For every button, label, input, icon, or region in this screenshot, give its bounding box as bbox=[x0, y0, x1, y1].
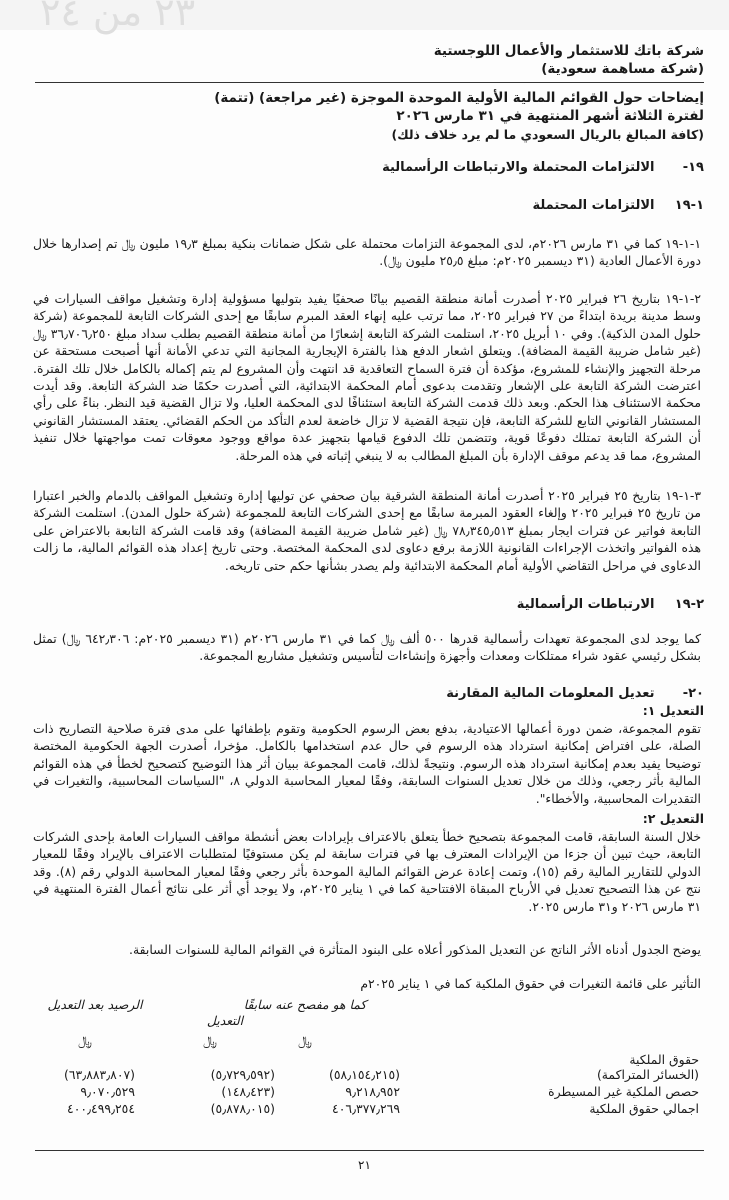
currency-symbol: ﷼ bbox=[203, 1033, 217, 1048]
footer-divider bbox=[35, 1150, 704, 1151]
page-number: ٢١ bbox=[358, 1158, 371, 1172]
table-cell: (٥٨٫١٥٤٫٢١٥) bbox=[329, 1067, 400, 1082]
column-header-previously-reported: كما هو مفصح عنه سابقًا bbox=[243, 997, 367, 1012]
section-title: الارتباطات الرأسمالية bbox=[516, 597, 655, 612]
section-title: الالتزامات المحتملة bbox=[532, 198, 655, 213]
column-header-adjustment: التعديل bbox=[206, 1013, 244, 1028]
section-19-2-heading bbox=[25, 597, 704, 612]
adjustment-2-title: التعديل ٢: bbox=[642, 811, 704, 826]
section-title: تعديل المعلومات المالية المقارنة bbox=[446, 686, 655, 701]
table-cell: ٤٠٦٫٣٧٧٫٢٦٩ bbox=[332, 1101, 400, 1116]
table-caption: التأثير على قائمة التغيرات في حقوق الملكية كما في ١ يناير ٢٠٢٥م bbox=[360, 976, 701, 991]
section-19-heading bbox=[25, 160, 704, 175]
table-cell: ٤٠٠٫٤٩٩٫٢٥٤ bbox=[67, 1101, 135, 1116]
row-label: اجمالي حقوق الملكية bbox=[589, 1101, 699, 1116]
report-period: لفترة الثلاثة أشهر المنتهية في ٣١ مارس ٢٠٢٦ bbox=[396, 108, 704, 124]
currency-symbol: ﷼ bbox=[298, 1033, 312, 1048]
section-20-heading bbox=[25, 686, 704, 701]
equity-adjustment-table bbox=[25, 995, 699, 1125]
table-intro: يوضح الجدول أدناه الأثر الناتج عن التعديل المذكور أعلاه على البنود المتأثرة في القوائم المالية للسنوات السابقة. bbox=[129, 942, 701, 957]
section-number: ٢٠- bbox=[682, 686, 704, 701]
table-cell: (١٤٨٫٤٢٣) bbox=[221, 1084, 275, 1099]
company-type: (شركة مساهمة سعودية) bbox=[541, 61, 704, 77]
note-19-1-3: ٣-١-١٩ بتاريخ ٢٥ فبراير ٢٠٢٥ أصدرت أمانة المنطقة الشرقية بيان صحفي عن توليها إدارة وتشغيل المواقف بالدمام والخبر اعتبارا من تاريخ ٢٥ فبراير ٢٠٢٥ وإلغاء العقود المبرمة سابقًا مع إحدى الشركات التابعة للمجموعة (شركة حلول المدن). استلمت الشركة التابعة فواتير عن فترات ايجار بمبلغ ٧٨٫٣٤٥٫٥١٣ ﷼ (غير شامل ضريبة القيمة المضافة) وقد قامت الشركة التابعة بالاعتراض على هذه الفواتير واتخذت الإجراءات القانونية اللازمة برفع دعاوى لدى المحكمة المختصة. وحتى تاريخ إعداد هذه القوائم المالية، ما زالت الدعاوى في مراحل التقاضي الأولية أمام المحكمة الابتدائية ولم يصدر بشأنها حكم حتى تاريخه. bbox=[33, 488, 701, 573]
table-cell: (٥٫٨٧٨٫٠١٥) bbox=[210, 1101, 275, 1116]
note-19-1-2: ٢-١-١٩ بتاريخ ٢٦ فبراير ٢٠٢٥ أصدرت أمانة منطقة القصيم بيانًا صحفيًا يفيد بتوليها مسؤولية إدارة وتشغيل مواقف السيارات في وسط مدينة بريدة ابتداءً من ٢٧ فبراير ٢٠٢٥، مما ترتب عليه إنهاء العقد المبرم سابقًا مع إحدى الشركات التابعة للمجموعة (شركة حلول المدن الذكية). وفي ١٠ أبريل ٢٠٢٥، استلمت الشركة التابعة إشعارًا من أمانة منطقة القصيم بطلب سداد مبلغ ٣٦٫٧٠٦٫٢٥٠ ﷼ (غير شامل ضريبة القيمة المضافة). ويتعلق اشعار الدفع هذا بالفترة الإيجارية المجانية التي تدعي الأمانة أنها أصبحت مستحقة عن مرحلة التجهيز والإنشاء للمشروع، مؤكدة أن فترة السماح التعاقدية قد انتهت وأن المشروع لم يتم إكماله بالكامل خلال تلك الفترة. اعترضت الشركة التابعة على الإشعار وتقدمت بدعوى أمام المحكمة الابتدائية، التي أصدرت حكمًا ضد الشركة التابعة. وقد أيدت محكمة الاستئناف هذا الحكم. وبعد ذلك قدمت الشركة التابعة استئنافًا لدى المحكمة العليا، ولا تزال القضية قيد النظر. بناءً على رأي المستشار القانوني التابع للشركة التابعة، فإن نتيجة القضية لا تزال خاضعة لعدم التأكد من الحكم القضائي. يعتقد المستشار القانوني أن الشركة التابعة تمتلك دفوعًا قوية، وتتضمن تلك الدفوع قيامها بتجهيز عدة مواقع ووجود معوقات تمت مواجهتها خلال تنفيذ المشروع، مما قد يدعم موقف الإدارة بأن المبلغ المطالب به لا ينبغي إثباته في هذه المرحلة. bbox=[33, 291, 701, 463]
header-divider bbox=[35, 82, 704, 83]
table-cell: ٩٫٠٧٠٫٥٢٩ bbox=[80, 1084, 135, 1099]
note-19-2: كما يوجد لدى المجموعة تعهدات رأسمالية قدرها ٥٠٠ ألف ﷼ كما في ٣١ مارس ٢٠٢٦م (٣١ ديسمبر ٢٠٢٥م: ٦٤٢٫٣٠٦ ﷼) تمثل بشكل رئيسي عقود شراء ممتلكات ومعدات وأجهزة وإنشاءات لتأسيس وتشغيل مشاريع المجموعة. bbox=[33, 631, 701, 664]
currency-symbol: ﷼ bbox=[78, 1033, 92, 1048]
watermark: ٢٣ من ٢٤ bbox=[40, 0, 196, 34]
section-number: ١-١٩ bbox=[674, 198, 704, 213]
currency-note: (كافة المبالغ بالريال السعودي ما لم يرد خلاف ذلك) bbox=[391, 127, 704, 142]
table-cell: (٥٫٧٢٩٫٥٩٢) bbox=[210, 1067, 275, 1082]
report-title: إيضاحات حول القوائم المالية الأولية الموحدة الموجزة (غير مراجعة) (تتمة) bbox=[214, 90, 704, 106]
adjustment-1-body: تقوم المجموعة، ضمن دورة أعمالها الاعتيادية، بدفع بعض الرسوم الحكومية وتقوم بإطفائها على مدى فترة صلاحية التصاريح ذات الصلة، على افتراض إمكانية استرداد هذه الرسوم في حال عدم استخدامها بالكامل. مؤخرا، أصدرت الجهة الحكومية المختصة توضيحا يفيد بعدم إمكانية استرداد هذه الرسوم. ونتيجةً لذلك، قامت المجموعة ببيان أثر هذا التوضيح كتصحيح لخطأ في هذه القوائم المالية بأثر رجعي، وذلك من خلال تعديل السنوات السابقة، وفقًا لمعيار المحاسبة الدولي ٨، "السياسات المحاسبية، والتغيرات في التقديرات المحاسبية، والأخطاء". bbox=[33, 721, 701, 806]
adjustment-2-body: خلال السنة السابقة، قامت المجموعة بتصحيح خطأ يتعلق بالاعتراف بإيرادات بعض أنشطة مواقف السيارات العامة بإحدى الشركات التابعة، حيث تبين أن جزءا من الإيرادات المعترف بها في فترات سابقة لم يكن مستوفيًا لمتطلبات الاعتراف بالإيراد وفقًا للمعيار الدولي للتقارير المالية رقم (١٥)، وتمت إعادة عرض القوائم المالية الموحدة بأثر رجعي وفقًا لمعيار المحاسبة الدولي رقم (٨). وقد نتج عن هذا التصحيح تعديل في الأرباح المبقاة الافتتاحية كما في ١ يناير ٢٠٢٥م، ولا يوجد أي أثر على نتائج أعمال الفترة المنتهية في ٣١ مارس ٢٠٢٦ و٣١ مارس ٢٠٢٥. bbox=[33, 829, 701, 914]
table-cell: ٩٫٢١٨٫٩٥٢ bbox=[345, 1084, 400, 1099]
row-label: (الخسائر المتراكمة) bbox=[596, 1067, 699, 1082]
table-cell: (٦٣٫٨٨٣٫٨٠٧) bbox=[64, 1067, 135, 1082]
column-header-adjusted-balance: الرصيد بعد التعديل bbox=[47, 997, 143, 1012]
section-number: ١٩- bbox=[682, 160, 704, 175]
section-number: ٢-١٩ bbox=[674, 597, 704, 612]
equity-section-label: حقوق الملكية bbox=[629, 1052, 699, 1067]
section-title: الالتزامات المحتملة والارتباطات الرأسمالية bbox=[382, 160, 655, 175]
adjustment-1-title: التعديل ١: bbox=[642, 703, 704, 718]
company-name: شركة باتك للاستثمار والأعمال اللوجستية bbox=[433, 43, 704, 59]
note-19-1-1: ١-١-١٩ كما في ٣١ مارس ٢٠٢٦م، لدى المجموعة التزامات محتملة على شكل ضمانات بنكية بمبلغ ١٩٫٣ مليون ﷼ تم إصدارها خلال دورة الأعمال العادية (٣١ ديسمبر ٢٠٢٥م: مبلغ ٢٥٫٥ مليون ﷼). bbox=[33, 236, 702, 269]
row-label: حصص الملكية غير المسيطرة bbox=[548, 1084, 699, 1099]
section-19-1-heading bbox=[25, 198, 704, 213]
